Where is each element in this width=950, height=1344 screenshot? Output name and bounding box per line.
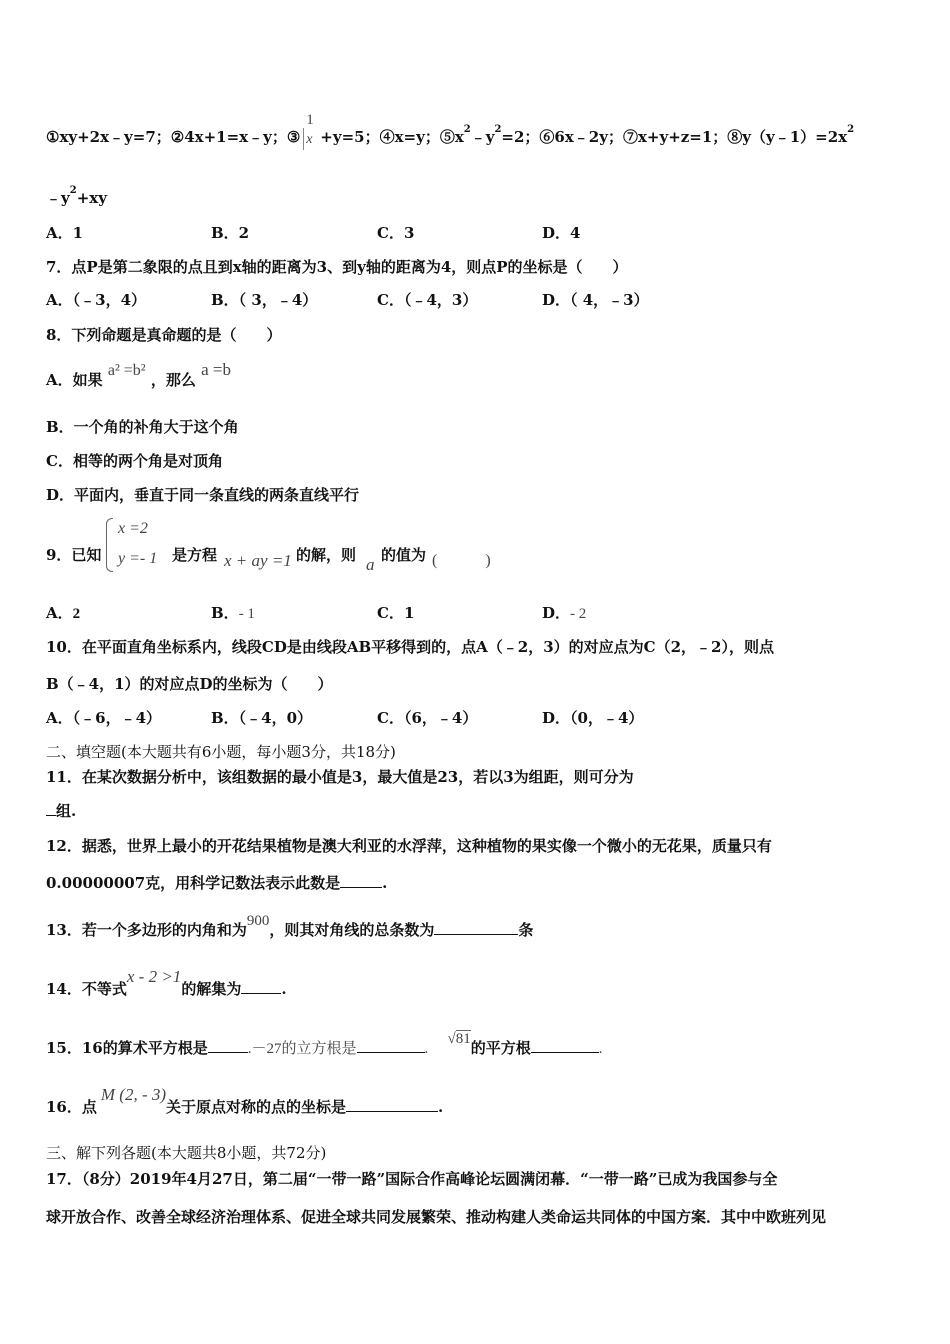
q16-prefix: 16．点 [46,1098,97,1116]
q12-end: . [382,874,388,892]
q14-prefix: 14．不等式 [46,980,127,998]
q6-option-c: C．3 [377,224,415,242]
q6-text-c: ﹣y [470,128,495,146]
q8-option-d: D．平面内，垂直于同一条直线的两条直线平行 [46,486,360,504]
q8-option-c: C．相等的两个角是对顶角 [46,452,223,470]
q9-option-d-value: - 2 [570,606,587,622]
q9-var: a [366,555,375,574]
q15-d: 的平方根 [470,1039,531,1057]
q10-option-c: C．（6，﹣4） [377,709,478,727]
q8-a-math1: a² =b² [107,362,146,379]
q6-text-a: ①xy+2x﹣y=7；②4x+1=x﹣y；③ [46,128,301,146]
q11-line2 [46,801,76,821]
q8-a-prefix: A．如果 [46,371,103,389]
q17-line1: 17．（8分）2019年4月27日，第二届“一带一路”国际合作高峰论坛圆满闭幕．“一带一路”已成为我国参与全 [46,1170,778,1188]
q13-mid: ，则其对角线的总条数为 [269,921,435,939]
q15-e: . [598,1041,603,1057]
q16-end: . [438,1098,444,1116]
q12-line1: 12．据悉，世界上最小的开花结果植物是澳大利亚的水浮萍，这种植物的果实像一个微小的无花果，质量只有 [46,837,772,855]
q6-line2-a: ﹣y [46,189,70,207]
q9-option-a [46,603,80,624]
q8-a-mid: ，那么 [150,371,196,389]
q7-stem: 7．点P是第二象限的点且到x轴的距离为3、到y轴的距离为4，则点P的坐标是（ ） [46,258,628,276]
q9-option-b-label: B． [211,604,239,622]
q6-option-a: A．1 [46,224,84,242]
q8-stem: 8．下列命题是真命题的是（ ） [46,326,282,344]
q6-line1 [46,112,855,150]
q13-suffix: 条 [518,921,534,939]
q8-option-a [46,360,231,391]
q9-paren: ( ) [432,552,491,569]
q14 [46,967,287,999]
q10-line2: B（﹣4，1）的对应点D的坐标为（ ） [46,675,333,693]
answer-blank [346,1111,438,1112]
q13 [46,913,534,941]
q15-b: .－27的立方根是 [247,1041,357,1057]
q6-text-b: +y=5；④x=y；⑤x [320,128,464,146]
q10-option-a: A．（﹣6，﹣4） [46,709,162,727]
answer-blank [340,887,382,888]
q9-option-d [542,603,586,624]
q10-option-d: D．（0，﹣4） [542,709,644,727]
q12-line2 [46,873,387,893]
q9-mid: 是方程 [172,546,218,564]
section-2-heading: 二、填空题(本大题共有6小题，每小题3分，共18分) [46,743,396,761]
q9-mid2: 的解，则 [296,546,357,564]
section-3-heading: 三、解下列各题(本大题共8小题，共72分) [46,1144,327,1162]
brace-icon [106,518,113,572]
q9-option-c-value: 1 [403,604,415,622]
q11-line1: 11．在某次数据分析中，该组数据的最小值是3，最大值是23，若以3为组距，则可分为 [46,768,634,786]
q6-line2 [46,185,107,211]
q6-text-d: =2；⑥6x﹣2y；⑦x+y+z=1；⑧y（y﹣1）=2x [501,128,848,146]
q14-end: . [281,980,287,998]
sqrt-81: √81 [447,1031,471,1047]
q7-option-d: D．（ 4，﹣3） [542,291,649,309]
q6-option-d: D．4 [542,224,581,242]
q16-math: M (2, - 3) [100,1085,167,1104]
frac-numerator: 1 [306,112,314,128]
q16 [46,1085,444,1117]
fraction-1-over-x [300,112,320,148]
answer-blank [357,1052,425,1053]
q15-a: 15．16的算术平方根是 [46,1039,208,1057]
answer-blank [434,934,518,935]
q9-option-b [211,603,255,624]
q16-mid: 关于原点对称的点的坐标是 [166,1098,347,1116]
q12-line2-text: 0.00000007克，用科学记数法表示此数是 [46,874,341,892]
q13-math: 900 [246,913,270,929]
q11-line2-text: 组. [56,802,77,820]
q15 [46,1031,603,1059]
q8-option-b: B．一个角的补角大于这个角 [46,418,239,436]
q9-suffix: 的值为 [381,546,427,564]
superscript: 2 [847,124,855,135]
q9-option-a-label: A． [46,604,73,622]
q14-math: x - 2 >1 [126,967,182,986]
q15-c: . [424,1041,429,1057]
q9-prefix: 9．已知 [46,546,102,564]
q6-line2-b: +xy [76,189,107,207]
answer-blank [531,1052,599,1053]
q9-option-b-value: - 1 [238,606,255,622]
q9-option-a-value: 2 [72,606,81,622]
q9-option-c [377,603,414,623]
q9-equation: x + ay =1 [224,551,292,570]
radicand: 81 [455,1031,471,1047]
q9-sys-line2: y =- 1 [118,550,158,567]
q17-line2: 球开放合作、改善全球经济治理体系、促进全球共同发展繁荣、推动构建人类命运共同体的中国方案．其中中欧班列见 [46,1208,827,1226]
q7-option-b: B．（ 3，﹣4） [211,291,318,309]
q10-line1: 10．在平面直角坐标系内，线段CD是由线段AB平移得到的，点A（﹣2，3）的对应点为C（2，﹣2），则点 [46,638,774,656]
q7-option-c: C．（﹣4，3） [377,291,478,309]
q6-option-b: B．2 [211,224,250,242]
q9-option-c-label: C． [377,604,404,622]
q8-a-math2: a =b [201,360,231,379]
q9-option-d-label: D． [542,604,571,622]
q9-sys-line1: x =2 [118,520,148,537]
q10-option-b: B．（﹣4，0） [211,709,313,727]
answer-blank [46,815,56,816]
superscript: 2 [69,185,77,196]
frac-denominator: x [306,132,313,147]
q13-prefix: 13．若一个多边形的内角和为 [46,921,247,939]
answer-blank [241,993,281,994]
superscript: 2 [494,124,502,135]
q7-option-a: A．（﹣3，4） [46,291,147,309]
superscript: 2 [463,124,471,135]
answer-blank [208,1052,248,1053]
q14-mid: 的解集为 [181,980,242,998]
